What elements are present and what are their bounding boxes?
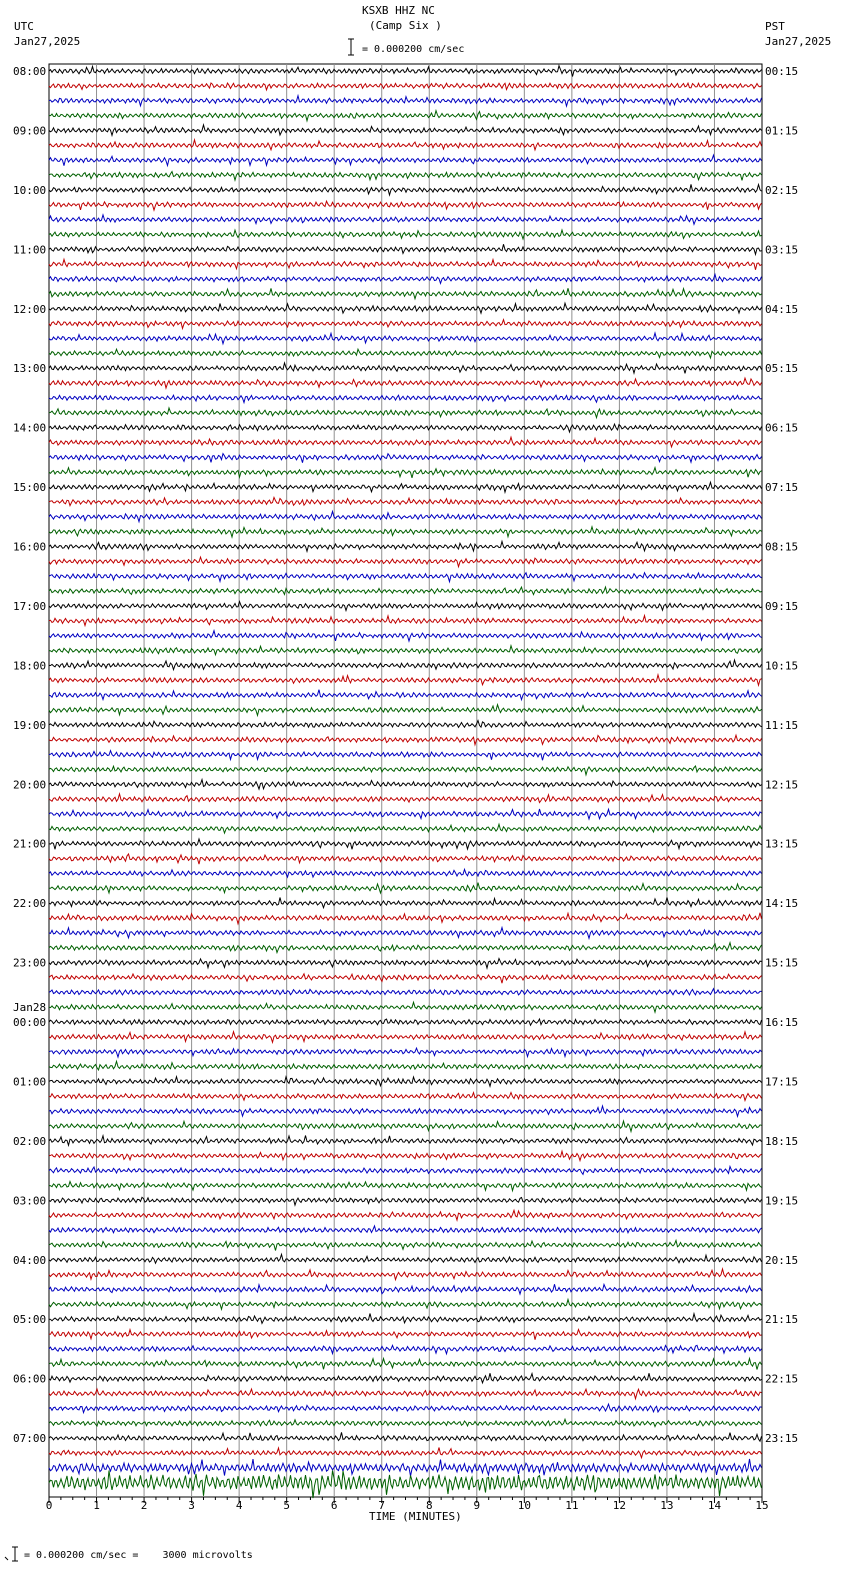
trace-68 [49,1077,762,1087]
trace-76 [49,1197,762,1205]
trace-2 [49,96,762,106]
trace-71 [49,1121,762,1131]
trace-21 [49,378,762,388]
pst-hour-label: 09:15 [765,599,799,613]
utc-hour-label: 05:00 [13,1313,47,1327]
date-change-label: Jan28 [13,1001,47,1015]
trace-70 [49,1106,762,1116]
trace-56 [49,898,762,908]
utc-hour-label: 10:00 [13,183,47,197]
pst-date: Jan27,2025 [765,35,832,48]
trace-27 [49,468,762,478]
trace-65 [49,1032,762,1043]
trace-90 [49,1404,762,1413]
pst-hour-label: 06:15 [765,421,799,435]
trace-29 [49,497,762,505]
utc-hour-label: 15:00 [13,481,47,495]
trace-4 [49,125,762,135]
trace-9 [49,201,762,210]
trace-64 [49,1019,762,1025]
scale-bar-bottom [4,1545,20,1563]
trace-73 [49,1151,762,1160]
utc-hour-label: 16:00 [13,540,47,554]
trace-60 [49,959,762,969]
utc-label: UTC [14,20,34,33]
trace-86 [49,1345,762,1354]
trace-25 [49,437,762,447]
x-tick-label: 7 [378,1499,386,1512]
trace-92 [49,1432,762,1441]
trace-43 [49,705,762,716]
utc-hour-label: 20:00 [13,778,47,792]
trace-74 [49,1167,762,1175]
trace-48 [49,780,762,790]
trace-89 [49,1389,762,1399]
trace-38 [49,631,762,641]
trace-39 [49,646,762,655]
trace-20 [49,363,762,373]
x-tick-label: 4 [235,1499,243,1512]
utc-hour-label: 01:00 [13,1075,47,1089]
trace-84 [49,1314,762,1324]
trace-18 [49,333,762,344]
trace-72 [49,1136,762,1146]
utc-hour-label: 23:00 [13,956,47,970]
pst-hour-label: 15:15 [765,956,799,970]
trace-51 [49,824,762,833]
trace-5 [49,140,762,150]
pst-hour-label: 04:15 [765,302,799,316]
pst-hour-label: 02:15 [765,183,799,197]
trace-33 [49,557,762,567]
trace-32 [49,541,762,551]
trace-13 [49,259,762,269]
utc-hour-label: 19:00 [13,718,47,732]
utc-hour-label: 14:00 [13,421,47,435]
pst-hour-label: 16:15 [765,1016,799,1030]
x-axis-label: TIME (MINUTES) [369,1510,462,1523]
pst-hour-label: 01:15 [765,124,799,138]
utc-hour-label: 12:00 [13,302,47,316]
trace-34 [49,573,762,582]
utc-hour-label: 18:00 [13,659,47,673]
trace-87 [49,1359,762,1370]
trace-3 [49,111,762,121]
pst-hour-label: 13:15 [765,837,799,851]
trace-61 [49,974,762,983]
trace-47 [49,766,762,775]
trace-88 [49,1373,762,1383]
trace-19 [49,349,762,358]
trace-83 [49,1300,762,1310]
utc-hour-label: 08:00 [13,65,47,78]
trace-75 [49,1182,762,1191]
trace-31 [49,527,762,537]
utc-hour-label: 22:00 [13,897,47,911]
trace-41 [49,675,762,685]
pst-hour-label: 03:15 [765,243,799,257]
utc-hour-label: 00:00 [13,1016,47,1030]
trace-79 [49,1240,762,1250]
utc-hour-label: 03:00 [13,1194,47,1208]
x-tick-label: 2 [140,1499,148,1512]
trace-10 [49,215,762,224]
pst-hour-label: 20:15 [765,1253,799,1267]
trace-52 [49,839,762,849]
trace-15 [49,288,762,298]
x-tick-label: 3 [188,1499,195,1512]
trace-23 [49,408,762,418]
trace-91 [49,1419,762,1426]
utc-hour-label: 11:00 [13,243,47,257]
scale-text-bottom: = 0.000200 cm/sec = 3000 microvolts [24,1550,253,1561]
utc-hour-label: 21:00 [13,837,47,851]
trace-46 [49,751,762,761]
trace-85 [49,1330,762,1340]
pst-label: PST [765,20,785,33]
pst-hour-label: 14:15 [765,897,799,911]
x-tick-label: 13 [660,1499,674,1512]
trace-35 [49,587,762,595]
x-tick-label: 15 [755,1499,769,1512]
x-tick-label: 11 [565,1499,579,1512]
trace-49 [49,794,762,803]
trace-28 [49,482,762,492]
utc-hour-label: 17:00 [13,599,47,613]
pst-hour-label: 05:15 [765,362,799,376]
trace-16 [49,303,762,313]
trace-63 [49,1002,762,1012]
x-tick-label: 6 [330,1499,338,1512]
trace-93 [49,1448,762,1458]
trace-26 [49,454,762,463]
trace-82 [49,1284,762,1294]
station-location: (Camp Six ) [369,19,442,32]
trace-36 [49,602,762,611]
station-title: KSXB HHZ NC [362,4,435,17]
trace-69 [49,1093,762,1101]
trace-81 [49,1269,762,1280]
utc-date: Jan27,2025 [14,35,81,48]
trace-57 [49,913,762,924]
trace-14 [49,274,762,283]
trace-22 [49,395,762,402]
trace-55 [49,883,762,893]
trace-7 [49,172,762,181]
trace-45 [49,735,762,744]
trace-80 [49,1254,762,1263]
pst-hour-label: 08:15 [765,540,799,554]
utc-hour-label: 09:00 [13,124,47,138]
x-tick-label: 10 [517,1499,531,1512]
pst-hour-label: 10:15 [765,659,799,673]
pst-hour-label: 00:15 [765,65,799,78]
trace-1 [49,83,762,90]
trace-66 [49,1048,762,1057]
traces [49,66,762,1498]
pst-hour-label: 22:15 [765,1372,799,1386]
pst-hour-label: 11:15 [765,718,799,732]
trace-53 [49,854,762,864]
trace-50 [49,809,762,819]
trace-59 [49,943,762,953]
trace-42 [49,690,762,700]
pst-hour-label: 21:15 [765,1313,799,1327]
scale-bar-icon [4,1545,20,1563]
trace-11 [49,230,762,239]
trace-12 [49,244,762,254]
utc-hour-label: 04:00 [13,1253,47,1267]
x-tick-label: 14 [707,1499,722,1512]
trace-58 [49,928,762,939]
trace-30 [49,512,762,522]
trace-6 [49,155,762,166]
pst-hour-label: 19:15 [765,1194,799,1208]
pst-hour-label: 12:15 [765,778,799,792]
trace-62 [49,989,762,995]
pst-hour-label: 17:15 [765,1075,799,1089]
trace-67 [49,1061,762,1070]
x-tick-label: 5 [283,1499,290,1512]
trace-54 [49,869,762,877]
x-tick-label: 0 [45,1499,53,1512]
pst-hour-label: 18:15 [765,1134,799,1148]
x-tick-label: 1 [93,1499,100,1512]
trace-17 [49,320,762,329]
trace-77 [49,1210,762,1220]
trace-8 [49,184,762,195]
trace-44 [49,721,762,728]
scale-text-top: = 0.000200 cm/sec [362,44,465,55]
utc-hour-label: 06:00 [13,1372,47,1386]
trace-40 [49,660,762,670]
pst-hour-label: 23:15 [765,1432,799,1446]
x-tick-label: 12 [612,1499,627,1512]
x-tick-label: 8 [425,1499,433,1512]
trace-0 [49,66,762,77]
trace-95 [49,1471,762,1499]
trace-24 [49,424,762,432]
pst-hour-label: 07:15 [765,481,799,495]
x-tick-label: 9 [473,1499,481,1512]
trace-94 [49,1459,762,1476]
utc-hour-label: 13:00 [13,362,47,376]
utc-hour-label: 07:00 [13,1432,47,1446]
trace-78 [49,1226,762,1233]
utc-hour-label: 02:00 [13,1134,47,1148]
trace-37 [49,616,762,626]
